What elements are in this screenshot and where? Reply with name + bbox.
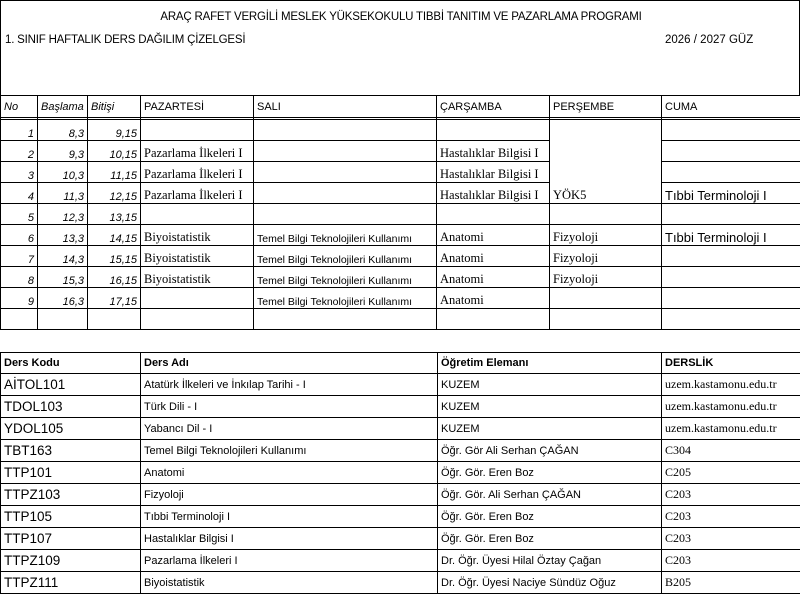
course-teacher: Öğr. Gör. Eren Boz bbox=[438, 462, 662, 484]
slot-end: 10,15 bbox=[88, 141, 141, 162]
tuesday-cell: Temel Bilgi Teknolojileri Kullanımı bbox=[254, 288, 437, 309]
schedule-cell bbox=[88, 309, 141, 330]
schedule-cell bbox=[38, 309, 88, 330]
slot-number: 1 bbox=[1, 120, 38, 141]
schedule-cell bbox=[550, 309, 662, 330]
tuesday-cell bbox=[254, 183, 437, 204]
monday-cell bbox=[141, 288, 254, 309]
slot-start: 9,3 bbox=[38, 141, 88, 162]
course-room: B205 bbox=[662, 572, 800, 594]
slot-end: 14,15 bbox=[88, 225, 141, 246]
monday-cell: Biyoistatistik bbox=[141, 267, 254, 288]
weekly-schedule-table bbox=[0, 95, 800, 330]
course-name: Atatürk İlkeleri ve İnkılap Tarihi - I bbox=[141, 374, 438, 396]
slot-start: 11,3 bbox=[38, 183, 88, 204]
course-code: TTP107 bbox=[1, 528, 141, 550]
page-title: ARAÇ RAFET VERGİLİ MESLEK YÜKSEKOKULU TIBBİ TANITIM VE PAZARLAMA PROGRAMI bbox=[160, 11, 642, 23]
schedule-row bbox=[1, 141, 800, 162]
schedule-header-row bbox=[1, 96, 800, 118]
page-subtitle: 1. SINIF HAFTALIK DERS DAĞILIM ÇİZELGESİ bbox=[5, 34, 246, 46]
schedule-row bbox=[1, 246, 800, 267]
slot-number: 7 bbox=[1, 246, 38, 267]
course-teacher: Öğr. Gör. Eren Boz bbox=[438, 506, 662, 528]
friday-cell bbox=[662, 288, 800, 309]
course-row bbox=[1, 440, 800, 462]
schedule-row bbox=[1, 288, 800, 309]
monday-cell bbox=[141, 120, 254, 141]
slot-end: 11,15 bbox=[88, 162, 141, 183]
schedule-row bbox=[1, 204, 800, 225]
slot-end: 16,15 bbox=[88, 267, 141, 288]
monday-cell: Biyoistatistik bbox=[141, 246, 254, 267]
course-row bbox=[1, 418, 800, 440]
slot-start: 16,3 bbox=[38, 288, 88, 309]
course-teacher: KUZEM bbox=[438, 396, 662, 418]
course-teacher: Dr. Öğr. Üyesi Hilal Öztay Çağan bbox=[438, 550, 662, 572]
wednesday-cell: Hastalıklar Bilgisi I bbox=[437, 141, 550, 162]
monday-cell: Pazarlama İlkeleri I bbox=[141, 162, 254, 183]
course-row bbox=[1, 462, 800, 484]
schedule-row bbox=[1, 183, 800, 204]
thursday-cell: Fizyoloji bbox=[550, 225, 662, 246]
slot-start: 12,3 bbox=[38, 204, 88, 225]
friday-cell bbox=[662, 120, 800, 141]
course-room: C203 bbox=[662, 528, 800, 550]
course-name: Türk Dili - I bbox=[141, 396, 438, 418]
header-box bbox=[0, 0, 800, 96]
schedule-cell bbox=[141, 309, 254, 330]
schedule-col-header: CUMA bbox=[662, 96, 800, 118]
course-name: Temel Bilgi Teknolojileri Kullanımı bbox=[141, 440, 438, 462]
course-teacher: Öğr. Gör. Eren Boz bbox=[438, 528, 662, 550]
schedule-col-header: Bitişi bbox=[88, 96, 141, 118]
course-name: Hastalıklar Bilgisi I bbox=[141, 528, 438, 550]
tuesday-cell: Temel Bilgi Teknolojileri Kullanımı bbox=[254, 267, 437, 288]
course-room: C203 bbox=[662, 550, 800, 572]
slot-start: 15,3 bbox=[38, 267, 88, 288]
thursday-yok5-cell: YÖK5 bbox=[550, 120, 662, 204]
slot-end: 9,15 bbox=[88, 120, 141, 141]
courses-col-header: Ders Adı bbox=[141, 353, 438, 374]
course-code: YDOL105 bbox=[1, 418, 141, 440]
term-label: 2026 / 2027 GÜZ bbox=[665, 34, 754, 46]
tuesday-cell: Temel Bilgi Teknolojileri Kullanımı bbox=[254, 225, 437, 246]
tuesday-cell bbox=[254, 162, 437, 183]
tuesday-cell bbox=[254, 120, 437, 141]
course-room: uzem.kastamonu.edu.tr bbox=[662, 418, 800, 440]
course-code: TTPZ111 bbox=[1, 572, 141, 594]
wednesday-cell: Anatomi bbox=[437, 288, 550, 309]
course-name: Anatomi bbox=[141, 462, 438, 484]
friday-cell bbox=[662, 162, 800, 183]
slot-number: 8 bbox=[1, 267, 38, 288]
course-row bbox=[1, 572, 800, 594]
course-row bbox=[1, 528, 800, 550]
thursday-cell bbox=[550, 204, 662, 225]
courses-col-header: DERSLİK bbox=[662, 353, 800, 374]
course-row bbox=[1, 396, 800, 418]
course-room: C205 bbox=[662, 462, 800, 484]
slot-start: 8,3 bbox=[38, 120, 88, 141]
course-teacher: Öğr. Gör. Ali Serhan ÇAĞAN bbox=[438, 484, 662, 506]
monday-cell: Pazarlama İlkeleri I bbox=[141, 183, 254, 204]
schedule-cell bbox=[254, 309, 437, 330]
course-name: Biyoistatistik bbox=[141, 572, 438, 594]
course-code: TTP105 bbox=[1, 506, 141, 528]
slot-number: 3 bbox=[1, 162, 38, 183]
schedule-col-header: Başlama bbox=[38, 96, 88, 118]
course-teacher: KUZEM bbox=[438, 374, 662, 396]
friday-cell: Tıbbi Terminoloji I bbox=[662, 225, 800, 246]
course-name: Yabancı Dil - I bbox=[141, 418, 438, 440]
courses-col-header: Ders Kodu bbox=[1, 353, 141, 374]
slot-number: 2 bbox=[1, 141, 38, 162]
slot-number: 4 bbox=[1, 183, 38, 204]
schedule-col-header: PAZARTESİ bbox=[141, 96, 254, 118]
friday-cell bbox=[662, 246, 800, 267]
schedule-row bbox=[1, 225, 800, 246]
wednesday-cell: Hastalıklar Bilgisi I bbox=[437, 162, 550, 183]
monday-cell: Pazarlama İlkeleri I bbox=[141, 141, 254, 162]
slot-start: 10,3 bbox=[38, 162, 88, 183]
schedule-cell bbox=[1, 309, 38, 330]
friday-cell: Tıbbi Terminoloji I bbox=[662, 183, 800, 204]
monday-cell bbox=[141, 204, 254, 225]
wednesday-cell: Anatomi bbox=[437, 246, 550, 267]
courses-header-row bbox=[1, 353, 800, 374]
course-code: TTPZ103 bbox=[1, 484, 141, 506]
course-row bbox=[1, 484, 800, 506]
course-row bbox=[1, 506, 800, 528]
wednesday-cell: Anatomi bbox=[437, 225, 550, 246]
slot-number: 6 bbox=[1, 225, 38, 246]
schedule-col-header: SALI bbox=[254, 96, 437, 118]
course-teacher: KUZEM bbox=[438, 418, 662, 440]
friday-cell bbox=[662, 267, 800, 288]
course-code: TBT163 bbox=[1, 440, 141, 462]
tuesday-cell bbox=[254, 204, 437, 225]
schedule-row bbox=[1, 120, 800, 141]
schedule-blank-row bbox=[1, 309, 800, 330]
course-code: TTP101 bbox=[1, 462, 141, 484]
tuesday-cell: Temel Bilgi Teknolojileri Kullanımı bbox=[254, 246, 437, 267]
course-teacher: Öğr. Gör Ali Serhan ÇAĞAN bbox=[438, 440, 662, 462]
slot-start: 14,3 bbox=[38, 246, 88, 267]
tuesday-cell bbox=[254, 141, 437, 162]
slot-end: 12,15 bbox=[88, 183, 141, 204]
friday-cell bbox=[662, 204, 800, 225]
friday-cell bbox=[662, 141, 800, 162]
schedule-row bbox=[1, 162, 800, 183]
wednesday-cell: Hastalıklar Bilgisi I bbox=[437, 183, 550, 204]
course-code: TDOL103 bbox=[1, 396, 141, 418]
schedule-col-header: No bbox=[1, 96, 38, 118]
schedule-cell bbox=[437, 309, 550, 330]
wednesday-cell bbox=[437, 120, 550, 141]
course-room: uzem.kastamonu.edu.tr bbox=[662, 396, 800, 418]
course-room: C304 bbox=[662, 440, 800, 462]
wednesday-cell bbox=[437, 204, 550, 225]
courses-col-header: Öğretim Elemanı bbox=[438, 353, 662, 374]
thursday-cell: Fizyoloji bbox=[550, 246, 662, 267]
course-code: AİTOL101 bbox=[1, 374, 141, 396]
course-room: uzem.kastamonu.edu.tr bbox=[662, 374, 800, 396]
course-code: TTPZ109 bbox=[1, 550, 141, 572]
schedule-col-header: ÇARŞAMBA bbox=[437, 96, 550, 118]
monday-cell: Biyoistatistik bbox=[141, 225, 254, 246]
slot-end: 13,15 bbox=[88, 204, 141, 225]
course-name: Pazarlama İlkeleri I bbox=[141, 550, 438, 572]
slot-end: 17,15 bbox=[88, 288, 141, 309]
schedule-col-header: PERŞEMBE bbox=[550, 96, 662, 118]
thursday-cell: Fizyoloji bbox=[550, 267, 662, 288]
course-name: Tıbbi Terminoloji I bbox=[141, 506, 438, 528]
course-list-table bbox=[0, 352, 800, 594]
course-teacher: Dr. Öğr. Üyesi Naciye Sündüz Oğuz bbox=[438, 572, 662, 594]
slot-end: 15,15 bbox=[88, 246, 141, 267]
course-row bbox=[1, 374, 800, 396]
course-room: C203 bbox=[662, 506, 800, 528]
slot-start: 13,3 bbox=[38, 225, 88, 246]
slot-number: 5 bbox=[1, 204, 38, 225]
schedule-cell bbox=[662, 309, 800, 330]
course-room: C203 bbox=[662, 484, 800, 506]
schedule-row bbox=[1, 267, 800, 288]
thursday-cell bbox=[550, 288, 662, 309]
course-name: Fizyoloji bbox=[141, 484, 438, 506]
slot-number: 9 bbox=[1, 288, 38, 309]
course-row bbox=[1, 550, 800, 572]
wednesday-cell: Anatomi bbox=[437, 267, 550, 288]
